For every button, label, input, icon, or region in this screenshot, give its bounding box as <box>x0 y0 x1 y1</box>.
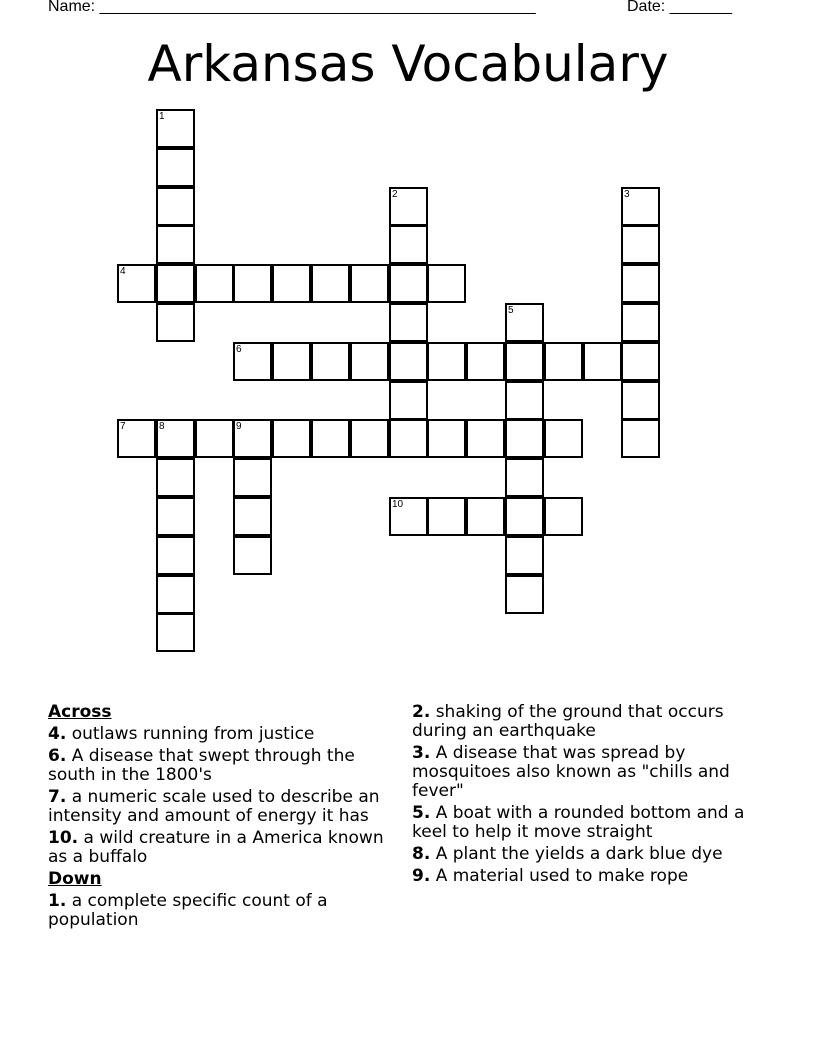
crossword-cell[interactable] <box>311 342 350 381</box>
crossword-cell[interactable] <box>544 342 583 381</box>
crossword-cell[interactable] <box>233 458 272 497</box>
crossword-cell[interactable] <box>621 419 660 458</box>
crossword-cell[interactable] <box>156 148 195 187</box>
crossword-cell[interactable] <box>156 303 195 342</box>
crossword-cell[interactable] <box>466 497 505 536</box>
crossword-cell[interactable] <box>621 342 660 381</box>
crossword-cell[interactable] <box>389 264 428 303</box>
crossword-cell[interactable] <box>389 419 428 458</box>
crossword-cell[interactable] <box>427 264 466 303</box>
crossword-cell[interactable] <box>233 497 272 536</box>
crossword-cell[interactable] <box>466 419 505 458</box>
crossword-cell[interactable] <box>505 303 544 342</box>
crossword-cell[interactable] <box>233 264 272 303</box>
crossword-cell[interactable] <box>156 419 195 458</box>
crossword-cell[interactable] <box>389 187 428 226</box>
clue-number: 7 <box>120 421 126 432</box>
crossword-cell[interactable] <box>350 419 389 458</box>
crossword-cell[interactable] <box>272 419 311 458</box>
crossword-cell[interactable] <box>621 187 660 226</box>
crossword-cell[interactable] <box>233 419 272 458</box>
across-heading: Across <box>48 702 112 722</box>
crossword-cell[interactable] <box>621 264 660 303</box>
crossword-cell[interactable] <box>311 264 350 303</box>
clue-down-8: 8. A plant the yields a dark blue dye <box>412 844 723 864</box>
crossword-cell[interactable] <box>389 303 428 342</box>
date-label: Date: _______ <box>627 0 732 15</box>
crossword-cell[interactable] <box>195 264 234 303</box>
crossword-cell[interactable] <box>505 536 544 575</box>
crossword-cell[interactable] <box>233 536 272 575</box>
crossword-cell[interactable] <box>156 613 195 652</box>
crossword-cell[interactable] <box>156 264 195 303</box>
crossword-cell[interactable] <box>505 342 544 381</box>
crossword-cell[interactable] <box>272 342 311 381</box>
crossword-cell[interactable] <box>505 497 544 536</box>
crossword-cell[interactable] <box>544 497 583 536</box>
crossword-cell[interactable] <box>117 264 156 303</box>
crossword-cell[interactable] <box>156 225 195 264</box>
clue-number: 2 <box>392 189 398 200</box>
clue-down-2: 2. shaking of the ground that occurs during an earthquake <box>412 702 724 741</box>
crossword-cell[interactable] <box>583 342 622 381</box>
clue-number: 1 <box>159 111 165 122</box>
down-heading: Down <box>48 869 102 889</box>
clue-number: 8 <box>159 421 165 432</box>
crossword-cell[interactable] <box>427 342 466 381</box>
crossword-cell[interactable] <box>350 264 389 303</box>
crossword-cell[interactable] <box>427 497 466 536</box>
clue-down-9: 9. A material used to make rope <box>412 866 689 886</box>
crossword-cell[interactable] <box>389 497 428 536</box>
crossword-cell[interactable] <box>505 419 544 458</box>
clue-across-4: 4. outlaws running from justice <box>48 724 315 744</box>
clues-right-column <box>412 703 757 889</box>
crossword-cell[interactable] <box>427 419 466 458</box>
clue-down-5: 5. A boat with a rounded bottom and a keel to help it move straight <box>412 803 745 842</box>
crossword-cell[interactable] <box>621 381 660 420</box>
crossword-cell[interactable] <box>195 419 234 458</box>
crossword-cell[interactable] <box>505 575 544 614</box>
crossword-cell[interactable] <box>156 458 195 497</box>
clues-left-column <box>48 703 388 933</box>
clue-number: 4 <box>120 266 126 277</box>
crossword-cell[interactable] <box>156 109 195 148</box>
clue-number: 5 <box>508 305 514 316</box>
crossword-cell[interactable] <box>117 419 156 458</box>
clue-down-3: 3. A disease that was spread by mosquitoes also known as "chills and fever" <box>412 743 730 801</box>
clue-across-10: 10. a wild creature in a America known as a buffalo <box>48 828 384 867</box>
crossword-cell[interactable] <box>272 264 311 303</box>
clue-across-7: 7. a numeric scale used to describe an intensity and amount of energy it has <box>48 787 380 826</box>
clue-number: 6 <box>236 344 242 355</box>
crossword-cell[interactable] <box>311 419 350 458</box>
crossword-cell[interactable] <box>505 381 544 420</box>
name-label: Name: _________________________________________________ <box>48 0 536 15</box>
crossword-cell[interactable] <box>621 303 660 342</box>
crossword-cell[interactable] <box>156 536 195 575</box>
page-title: Arkansas Vocabulary <box>147 35 669 93</box>
crossword-cell[interactable] <box>156 497 195 536</box>
crossword-cell[interactable] <box>389 225 428 264</box>
clue-across-6: 6. A disease that swept through the south in the 1800's <box>48 746 355 785</box>
clue-down-1: 1. a complete specific count of a population <box>48 891 328 930</box>
crossword-cell[interactable] <box>505 458 544 497</box>
crossword-cell[interactable] <box>156 187 195 226</box>
crossword-cell[interactable] <box>466 342 505 381</box>
crossword-cell[interactable] <box>156 575 195 614</box>
crossword-cell[interactable] <box>621 225 660 264</box>
crossword-cell[interactable] <box>389 342 428 381</box>
clue-number: 3 <box>624 189 630 200</box>
crossword-cell[interactable] <box>389 381 428 420</box>
crossword-cell[interactable] <box>233 342 272 381</box>
crossword-cell[interactable] <box>544 419 583 458</box>
clue-number: 9 <box>236 421 242 432</box>
crossword-cell[interactable] <box>350 342 389 381</box>
clue-number: 10 <box>392 499 404 510</box>
